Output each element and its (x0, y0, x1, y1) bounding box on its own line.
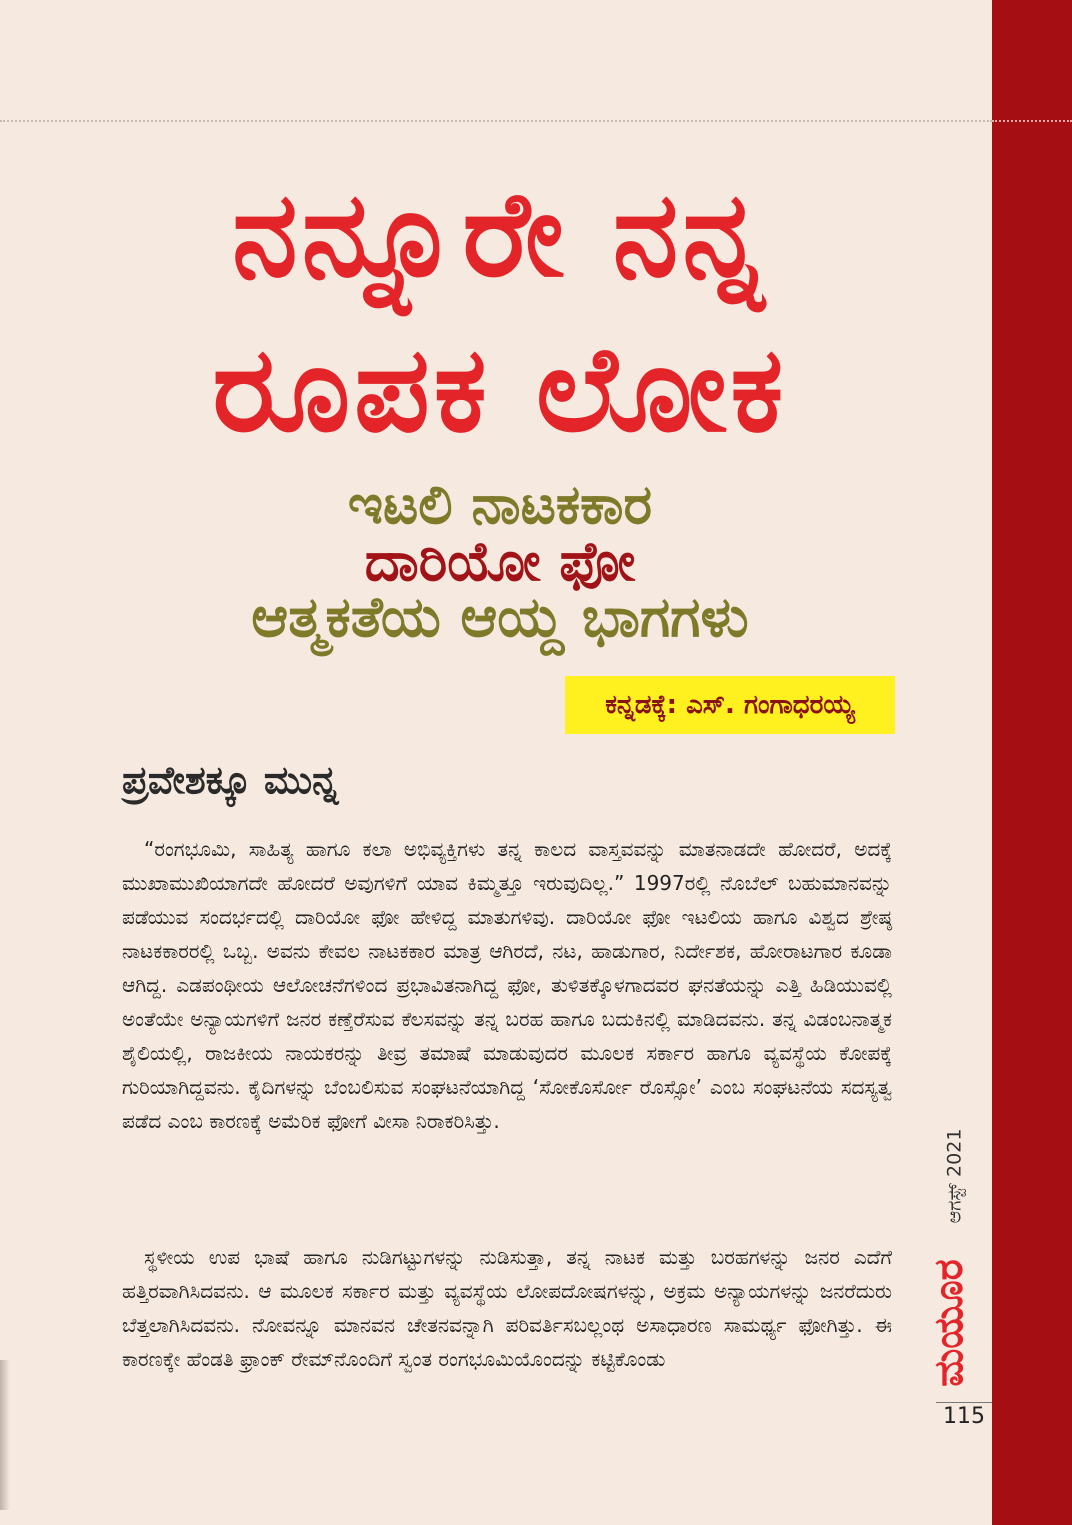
page-number-rule (936, 1402, 992, 1403)
translator-credit: ಕನ್ನಡಕ್ಕೆ: ಎಸ್. ಗಂಗಾಧರಯ್ಯ (565, 676, 895, 734)
subtitle-line-1: ಇಟಲಿ ನಾಟಕಕಾರ (347, 473, 653, 536)
body-paragraph-1: “ರಂಗಭೂಮಿ, ಸಾಹಿತ್ಯ ಹಾಗೂ ಕಲಾ ಅಭಿವ್ಯಕ್ತಿಗಳು ತನ್ನ ಕಾಲದ ವಾಸ್ತವವನ್ನು ಮಾತನಾಡದೇ ಹೋದರೆ, ಅದಕ್ಕೆ ಮುಖಾಮುಖಿಯಾಗದೇ ಹೋದರೆ ಅವುಗಳಿಗೆ ಯಾವ ಕಿಮ್ಮತ್ತೂ ಇರುವುದಿಲ್ಲ.” 1997ರಲ್ಲಿ ನೊಬೆಲ್ ಬಹುಮಾನವನ್ನು ಪಡೆಯುವ ಸಂದರ್ಭದಲ್ಲಿ ದಾರಿಯೋ ಫೋ ಹೇಳಿದ್ದ ಮಾತುಗಳಿವು. ದಾರಿಯೋ ಫೋ ಇಟಲಿಯ ಹಾಗೂ ವಿಶ್ವದ ಶ್ರೇಷ್ಠ ನಾಟಕಕಾರರಲ್ಲಿ ಒಬ್ಬ. ಅವನು ಕೇವಲ ನಾಟಕಕಾರ ಮಾತ್ರ ಆಗಿರದೆ, ನಟ, ಹಾಡುಗಾರ, ನಿರ್ದೇಶಕ, ಹೋರಾಟಗಾರ ಕೂಡಾ ಆಗಿದ್ದ. ಎಡಪಂಥೀಯ ಆಲೋಚನೆಗಳಿಂದ ಪ್ರಭಾವಿತನಾಗಿದ್ದ ಫೋ, ತುಳಿತಕ್ಕೊಳಗಾದವರ ಘನತೆಯನ್ನು ಎತ್ತಿ ಹಿಡಿಯುವಲ್ಲಿ ಅಂತೆಯೇ ಅನ್ಯಾಯಗಳಿಗೆ ಜನರ ಕಣ್ತೆರೆಸುವ ಕೆಲಸವನ್ನು ತನ್ನ ಬರಹ ಹಾಗೂ ಬದುಕಿನಲ್ಲಿ ಮಾಡಿದವನು. ತನ್ನ ವಿಡಂಬನಾತ್ಮಕ ಶೈಲಿಯಲ್ಲಿ, ರಾಜಕೀಯ ನಾಯಕರನ್ನು ತೀವ್ರ ತಮಾಷೆ ಮಾಡುವುದರ ಮೂಲಕ ಸರ್ಕಾರ ಹಾಗೂ ವ್ಯವಸ್ಥೆಯ ಕೋಪಕ್ಕೆ ಗುರಿಯಾಗಿದ್ದವನು. ಕೈದಿಗಳನ್ನು ಬೆಂಬಲಿಸುವ ಸಂಘಟನೆಯಾಗಿದ್ದ ‘ಸೋಕೊರ್ಸೋ ರೊಸ್ಸೋ’ ಎಂಬ ಸಂಘಟನೆಯ ಸದಸ್ಯತ್ವ ಪಡೆದ ಎಂಬ ಕಾರಣಕ್ಕೆ ಅಮೆರಿಕ ಫೋಗೆ ವೀಸಾ ನಿರಾಕರಿಸಿತ್ತು. (122, 837, 892, 1133)
subtitle-line-2: ದಾರಿಯೋ ಫೋ (364, 530, 636, 593)
page-edge-shadow (0, 1360, 10, 1510)
right-color-band (992, 0, 1072, 1525)
subtitle-line-3: ಆತ್ಮಕತೆಯ ಆಯ್ದ ಭಾಗಗಳು (251, 585, 749, 650)
title-line-1: ನನ್ನೂರೇ ನನ್ನ (232, 165, 768, 303)
issue-date (942, 1125, 982, 1235)
magazine-logo (925, 1245, 990, 1400)
page-number: 115 (943, 1404, 985, 1429)
title-line-2: ರೂಪಕ ಲೋಕ (212, 320, 788, 458)
issue-date-text: ಆಗಸ್ಟ್ 2021 (943, 1128, 966, 1224)
band-dotted-rule (992, 120, 1072, 122)
magazine-logo-text: ಮಯೂರ (925, 1259, 972, 1387)
section-heading: ಪ್ರವೇಶಕ್ಕೂ ಮುನ್ನ (122, 758, 339, 802)
body-paragraph-2: ಸ್ಥಳೀಯ ಉಪ ಭಾಷೆ ಹಾಗೂ ನುಡಿಗಟ್ಟುಗಳನ್ನು ನುಡಿಸುತ್ತಾ, ತನ್ನ ನಾಟಕ ಮತ್ತು ಬರಹಗಳನ್ನು ಜನರ ಎದೆಗೆ ಹತ್ತಿರವಾಗಿಸಿದವನು. ಆ ಮೂಲಕ ಸರ್ಕಾರ ಮತ್ತು ವ್ಯವಸ್ಥೆಯ ಲೋಪದೋಷಗಳನ್ನು, ಅಕ್ರಮ ಅನ್ಯಾಯಗಳನ್ನು ಜನರೆದುರು ಬೆತ್ತಲಾಗಿಸಿದವನು. ನೋವನ್ನೂ ಮಾನವನ ಚೇತನವನ್ನಾಗಿ ಪರಿವರ್ತಿಸಬಲ್ಲಂಥ ಅಸಾಧಾರಣ ಸಾಮರ್ಥ್ಯ ಫೋಗಿತ್ತು. ಈ ಕಾರಣಕ್ಕೇ ಹೆಂಡತಿ ಫ್ರಾಂಕ್ ರೇಮ್‌ನೊಂದಿಗೆ ಸ್ವಂತ ರಂಗಭೂಮಿಯೊಂದನ್ನು ಕಟ್ಟಿಕೊಂಡು (122, 1245, 892, 1371)
top-dotted-rule (0, 120, 992, 122)
